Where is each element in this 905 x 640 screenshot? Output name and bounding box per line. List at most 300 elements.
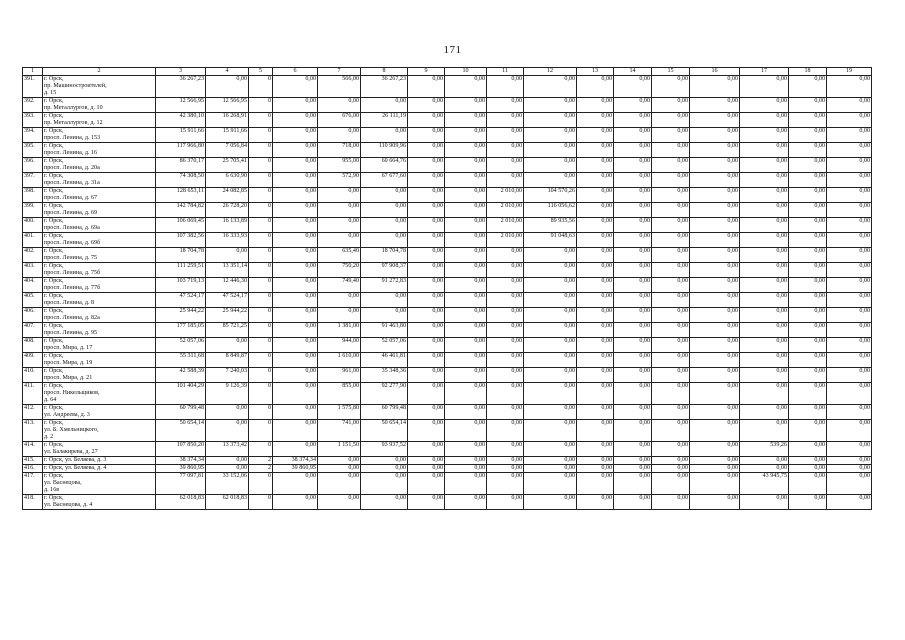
value-cell: 0,00: [827, 420, 872, 442]
value-cell: 0,00: [408, 368, 445, 383]
value-cell: 0,00: [827, 442, 872, 457]
value-cell: 0,00: [789, 368, 827, 383]
value-cell: 42 588,39: [156, 368, 206, 383]
value-cell: 0,00: [827, 323, 872, 338]
value-cell: 0,00: [361, 188, 408, 203]
table-row: [23, 128, 872, 143]
value-cell: 0,00: [487, 442, 524, 457]
value-cell: 0,00: [408, 233, 445, 248]
address-line: просп. Ленина, д. 67: [44, 195, 98, 201]
value-cell: 0,00: [445, 278, 487, 293]
value-cell: 0,00: [614, 98, 652, 113]
value-cell: 0,00: [408, 278, 445, 293]
value-cell: 0,00: [273, 495, 318, 510]
table-row: [23, 293, 872, 308]
value-cell: 0,00: [740, 383, 789, 405]
value-cell: 0,00: [789, 383, 827, 405]
value-cell: 855,00: [318, 383, 361, 405]
value-cell: 2: [249, 457, 273, 465]
value-cell: 0,00: [408, 457, 445, 465]
address-cell: [43, 473, 156, 495]
value-cell: 0,00: [690, 465, 740, 473]
value-cell: 0,00: [827, 263, 872, 278]
value-cell: 0,00: [273, 278, 318, 293]
column-header: 13: [577, 68, 614, 76]
value-cell: 0,00: [273, 98, 318, 113]
value-cell: 0,00: [361, 465, 408, 473]
value-cell: 12 566,95: [156, 98, 206, 113]
value-cell: 0,00: [487, 473, 524, 495]
address-cell: [43, 128, 156, 143]
value-cell: 0,00: [690, 473, 740, 495]
value-cell: 92 277,90: [361, 383, 408, 405]
value-cell: 2 010,00: [487, 203, 524, 218]
value-cell: 0,00: [827, 203, 872, 218]
address-line: г. Орск,: [44, 188, 64, 194]
value-cell: 0,00: [614, 293, 652, 308]
value-cell: 0,00: [827, 383, 872, 405]
value-cell: 7 240,03: [206, 368, 249, 383]
value-cell: 0: [249, 323, 273, 338]
address-line: д. 2: [44, 434, 54, 440]
value-cell: 52 057,06: [361, 338, 408, 353]
value-cell: 0,00: [614, 383, 652, 405]
value-cell: 0,00: [487, 353, 524, 368]
value-cell: 0,00: [361, 218, 408, 233]
value-cell: 0,00: [487, 457, 524, 465]
value-cell: 0,00: [524, 98, 577, 113]
table-row: [23, 233, 872, 248]
row-number: 402.: [23, 248, 43, 263]
value-cell: 0,00: [408, 308, 445, 323]
address-line: просп. Ленина, д. 153: [44, 135, 101, 141]
address-cell: [43, 173, 156, 188]
value-cell: 0,00: [206, 465, 249, 473]
value-cell: 0,00: [614, 495, 652, 510]
table-row: [23, 203, 872, 218]
value-cell: 741,00: [318, 420, 361, 442]
row-number: 412.: [23, 405, 43, 420]
value-cell: 0,00: [740, 248, 789, 263]
report-table-container: [22, 67, 872, 510]
value-cell: 42 380,10: [156, 113, 206, 128]
row-number: 413.: [23, 420, 43, 442]
value-cell: 0,00: [273, 323, 318, 338]
value-cell: 944,00: [318, 338, 361, 353]
table-row: [23, 442, 872, 457]
value-cell: 0,00: [361, 293, 408, 308]
value-cell: 1 610,00: [318, 353, 361, 368]
value-cell: 0,00: [652, 338, 690, 353]
value-cell: 0,00: [408, 383, 445, 405]
value-cell: 0,00: [445, 442, 487, 457]
row-number: 401.: [23, 233, 43, 248]
value-cell: 0,00: [273, 353, 318, 368]
value-cell: 0,00: [740, 495, 789, 510]
value-cell: 0: [249, 420, 273, 442]
value-cell: 0,00: [524, 248, 577, 263]
value-cell: 0,00: [318, 465, 361, 473]
address-cell: [43, 263, 156, 278]
address-line: просп. Ленина, д. 77б: [44, 285, 101, 291]
value-cell: 0,00: [652, 420, 690, 442]
table-row: [23, 113, 872, 128]
value-cell: 0,00: [577, 308, 614, 323]
table-row: [23, 368, 872, 383]
value-cell: 0,00: [577, 158, 614, 173]
value-cell: 0,00: [690, 353, 740, 368]
value-cell: 0,00: [487, 405, 524, 420]
value-cell: 0,00: [827, 98, 872, 113]
value-cell: 0: [249, 233, 273, 248]
value-cell: 955,00: [318, 158, 361, 173]
column-header: 18: [789, 68, 827, 76]
address-cell: [43, 383, 156, 405]
address-line: г. Орск,: [44, 323, 64, 329]
value-cell: 0,00: [789, 353, 827, 368]
value-cell: 0,00: [652, 173, 690, 188]
value-cell: 0,00: [408, 405, 445, 420]
value-cell: 0,00: [206, 457, 249, 465]
address-cell: [43, 248, 156, 263]
table-row: [23, 98, 872, 113]
value-cell: 0,00: [206, 76, 249, 98]
value-cell: 0,00: [273, 405, 318, 420]
value-cell: 0: [249, 143, 273, 158]
value-cell: 0,00: [206, 338, 249, 353]
value-cell: 91 272,83: [361, 278, 408, 293]
row-number: 397.: [23, 173, 43, 188]
value-cell: 0,00: [652, 442, 690, 457]
value-cell: 0,00: [577, 293, 614, 308]
value-cell: 0,00: [652, 465, 690, 473]
table-row: [23, 383, 872, 405]
value-cell: 0,00: [827, 233, 872, 248]
value-cell: 0,00: [408, 353, 445, 368]
value-cell: 676,00: [318, 113, 361, 128]
address-line: ул. Андреева, д. 3: [44, 412, 90, 418]
address-line: просп. Никельщиков,: [44, 390, 100, 396]
row-number: 410.: [23, 368, 43, 383]
value-cell: 0,00: [652, 218, 690, 233]
value-cell: 0,00: [487, 338, 524, 353]
value-cell: 0,00: [690, 218, 740, 233]
row-number: 399.: [23, 203, 43, 218]
address-line: пр. Металлургов, д. 12: [44, 120, 103, 126]
address-line: г. Орск,: [44, 173, 64, 179]
row-number: 403.: [23, 263, 43, 278]
value-cell: 0,00: [487, 495, 524, 510]
value-cell: 0,00: [789, 263, 827, 278]
value-cell: 0,00: [487, 113, 524, 128]
row-number: 391.: [23, 76, 43, 98]
value-cell: 117 966,80: [156, 143, 206, 158]
column-header: 11: [487, 68, 524, 76]
table-row: [23, 263, 872, 278]
address-line: г. Орск,: [44, 218, 64, 224]
address-line: г. Орск, ул. Беляева, д. 3: [44, 457, 107, 463]
value-cell: 0,00: [524, 465, 577, 473]
table-row: [23, 173, 872, 188]
value-cell: 0,00: [361, 128, 408, 143]
value-cell: 33 152,06: [206, 473, 249, 495]
column-header: 15: [652, 68, 690, 76]
value-cell: 0,00: [577, 465, 614, 473]
value-cell: 0,00: [445, 457, 487, 465]
value-cell: 50 654,14: [156, 420, 206, 442]
value-cell: 0: [249, 353, 273, 368]
value-cell: 0,00: [445, 203, 487, 218]
address-cell: [43, 113, 156, 128]
address-line: г. Орск,: [44, 293, 64, 299]
value-cell: 0,00: [614, 128, 652, 143]
column-header: 1: [23, 68, 43, 76]
value-cell: 0,00: [652, 263, 690, 278]
value-cell: 0,00: [577, 353, 614, 368]
value-cell: 0,00: [524, 353, 577, 368]
value-cell: 0,00: [690, 248, 740, 263]
value-cell: 0,00: [524, 495, 577, 510]
value-cell: 93 937,52: [361, 442, 408, 457]
value-cell: 0,00: [445, 323, 487, 338]
column-header: 14: [614, 68, 652, 76]
value-cell: 85 721,25: [206, 323, 249, 338]
row-number: 398.: [23, 188, 43, 203]
value-cell: 0,00: [789, 473, 827, 495]
address-line: пр. Машиностроителей,: [44, 83, 107, 89]
table-row: [23, 465, 872, 473]
value-cell: 0,00: [827, 128, 872, 143]
value-cell: 0,00: [487, 248, 524, 263]
value-cell: 0,00: [445, 263, 487, 278]
address-line: просп. Ленина, д. 20а: [44, 165, 100, 171]
value-cell: 16 133,89: [206, 218, 249, 233]
value-cell: 0,00: [652, 323, 690, 338]
address-line: пр. Металлургов, д. 10: [44, 105, 103, 111]
value-cell: 0,00: [273, 218, 318, 233]
value-cell: 25 944,22: [156, 308, 206, 323]
value-cell: 0,00: [487, 465, 524, 473]
value-cell: 0,00: [577, 218, 614, 233]
value-cell: 0,00: [408, 495, 445, 510]
value-cell: 0,00: [652, 473, 690, 495]
value-cell: 0,00: [740, 203, 789, 218]
value-cell: 0,00: [524, 76, 577, 98]
column-header: 17: [740, 68, 789, 76]
value-cell: 74 308,50: [156, 173, 206, 188]
value-cell: 0,00: [361, 457, 408, 465]
value-cell: 0,00: [577, 128, 614, 143]
value-cell: 0,00: [652, 76, 690, 98]
value-cell: 0,00: [577, 383, 614, 405]
value-cell: 50 654,14: [361, 420, 408, 442]
value-cell: 0,00: [524, 420, 577, 442]
value-cell: 0,00: [690, 188, 740, 203]
value-cell: 0,00: [740, 143, 789, 158]
value-cell: 0: [249, 248, 273, 263]
table-row: [23, 457, 872, 465]
value-cell: 0,00: [577, 188, 614, 203]
value-cell: 0,00: [789, 495, 827, 510]
value-cell: 26 111,19: [361, 113, 408, 128]
value-cell: 177 185,05: [156, 323, 206, 338]
value-cell: 16 268,91: [206, 113, 249, 128]
value-cell: 0,00: [273, 203, 318, 218]
address-line: д. 15: [44, 90, 57, 96]
address-cell: [43, 368, 156, 383]
value-cell: 0,00: [206, 405, 249, 420]
value-cell: 13 351,14: [206, 263, 249, 278]
value-cell: 0,00: [789, 233, 827, 248]
value-cell: 0,00: [740, 76, 789, 98]
row-number: 393.: [23, 113, 43, 128]
value-cell: 0,00: [614, 368, 652, 383]
value-cell: 0,00: [789, 323, 827, 338]
value-cell: 0,00: [690, 173, 740, 188]
value-cell: 0,00: [487, 308, 524, 323]
value-cell: 0: [249, 405, 273, 420]
value-cell: 0,00: [318, 203, 361, 218]
address-cell: [43, 218, 156, 233]
column-number-row: [23, 68, 872, 76]
value-cell: 103 719,13: [156, 278, 206, 293]
value-cell: 25 705,41: [206, 158, 249, 173]
value-cell: 0,00: [273, 442, 318, 457]
value-cell: 47 524,17: [156, 293, 206, 308]
address-line: г. Орск,: [44, 495, 64, 501]
value-cell: 0,00: [740, 98, 789, 113]
value-cell: 0,00: [318, 218, 361, 233]
address-line: г. Орск,: [44, 442, 64, 448]
address-line: г. Орск,: [44, 76, 64, 82]
value-cell: 67 677,60: [361, 173, 408, 188]
row-number: 418.: [23, 495, 43, 510]
column-header: 16: [690, 68, 740, 76]
value-cell: 0,00: [690, 158, 740, 173]
address-cell: [43, 323, 156, 338]
column-header: 10: [445, 68, 487, 76]
value-cell: 0,00: [690, 113, 740, 128]
value-cell: 2 010,00: [487, 188, 524, 203]
value-cell: 0,00: [577, 442, 614, 457]
value-cell: 0,00: [652, 405, 690, 420]
value-cell: 35 348,36: [361, 368, 408, 383]
value-cell: 0,00: [408, 76, 445, 98]
address-cell: [43, 98, 156, 113]
address-line: г. Орск,: [44, 405, 64, 411]
value-cell: 0: [249, 495, 273, 510]
value-cell: 0,00: [827, 473, 872, 495]
value-cell: 0,00: [273, 308, 318, 323]
value-cell: 0,00: [614, 113, 652, 128]
address-cell: [43, 188, 156, 203]
value-cell: 2 010,00: [487, 233, 524, 248]
value-cell: 0,00: [789, 113, 827, 128]
value-cell: 0,00: [524, 383, 577, 405]
address-cell: [43, 405, 156, 420]
value-cell: 0,00: [445, 143, 487, 158]
value-cell: 0,00: [273, 420, 318, 442]
value-cell: 0,00: [789, 420, 827, 442]
value-cell: 39 860,95: [156, 465, 206, 473]
value-cell: 0,00: [789, 248, 827, 263]
address-line: д. 16в: [44, 487, 60, 493]
address-line: ул. Васнецова,: [44, 480, 82, 486]
value-cell: 1 575,80: [318, 405, 361, 420]
value-cell: 0,00: [690, 293, 740, 308]
value-cell: 0,00: [614, 308, 652, 323]
value-cell: 0,00: [740, 405, 789, 420]
value-cell: 0,00: [318, 128, 361, 143]
value-cell: 0,00: [524, 113, 577, 128]
value-cell: 0,00: [273, 233, 318, 248]
value-cell: 0,00: [408, 128, 445, 143]
value-cell: 0,00: [524, 442, 577, 457]
address-cell: [43, 442, 156, 457]
value-cell: 0,00: [524, 323, 577, 338]
address-line: ул. Балакирева, д. 27: [44, 449, 98, 455]
value-cell: 0,00: [524, 293, 577, 308]
table-row: [23, 323, 872, 338]
value-cell: 25 944,22: [206, 308, 249, 323]
value-cell: 0,00: [827, 248, 872, 263]
value-cell: 0,00: [273, 76, 318, 98]
table-row: [23, 278, 872, 293]
value-cell: 0,00: [789, 465, 827, 473]
value-cell: 0,00: [408, 188, 445, 203]
value-cell: 8 849,87: [206, 353, 249, 368]
value-cell: 13 373,42: [206, 442, 249, 457]
value-cell: 0,00: [789, 218, 827, 233]
value-cell: 0,00: [445, 495, 487, 510]
value-cell: 572,90: [318, 173, 361, 188]
value-cell: 0,00: [652, 128, 690, 143]
value-cell: 97 908,37: [361, 263, 408, 278]
value-cell: 0,00: [206, 420, 249, 442]
value-cell: 0,00: [789, 278, 827, 293]
table-header: [23, 68, 872, 76]
value-cell: 0,00: [445, 113, 487, 128]
value-cell: 0,00: [445, 293, 487, 308]
value-cell: 0,00: [273, 143, 318, 158]
value-cell: 0,00: [827, 218, 872, 233]
table-row: [23, 76, 872, 98]
value-cell: 0,00: [789, 338, 827, 353]
value-cell: 0,00: [690, 233, 740, 248]
value-cell: 0,00: [614, 158, 652, 173]
address-line: просп. Ленина, д. 69: [44, 210, 98, 216]
value-cell: 0,00: [690, 420, 740, 442]
address-line: г. Орск, ул. Беляева, д. 4: [44, 465, 107, 471]
address-line: просп. Ленина, д. 82а: [44, 315, 100, 321]
value-cell: 0,00: [652, 353, 690, 368]
value-cell: 7 056,84: [206, 143, 249, 158]
value-cell: 0,00: [827, 353, 872, 368]
value-cell: 0,00: [487, 293, 524, 308]
value-cell: 0,00: [577, 203, 614, 218]
row-number: 417.: [23, 473, 43, 495]
address-line: г. Орск,: [44, 98, 64, 104]
value-cell: 0: [249, 473, 273, 495]
value-cell: 91 048,63: [524, 233, 577, 248]
address-line: г. Орск,: [44, 263, 64, 269]
address-cell: [43, 158, 156, 173]
value-cell: 0,00: [652, 188, 690, 203]
value-cell: 0,00: [577, 323, 614, 338]
value-cell: 0: [249, 158, 273, 173]
value-cell: 0,00: [408, 98, 445, 113]
value-cell: 0,00: [577, 473, 614, 495]
